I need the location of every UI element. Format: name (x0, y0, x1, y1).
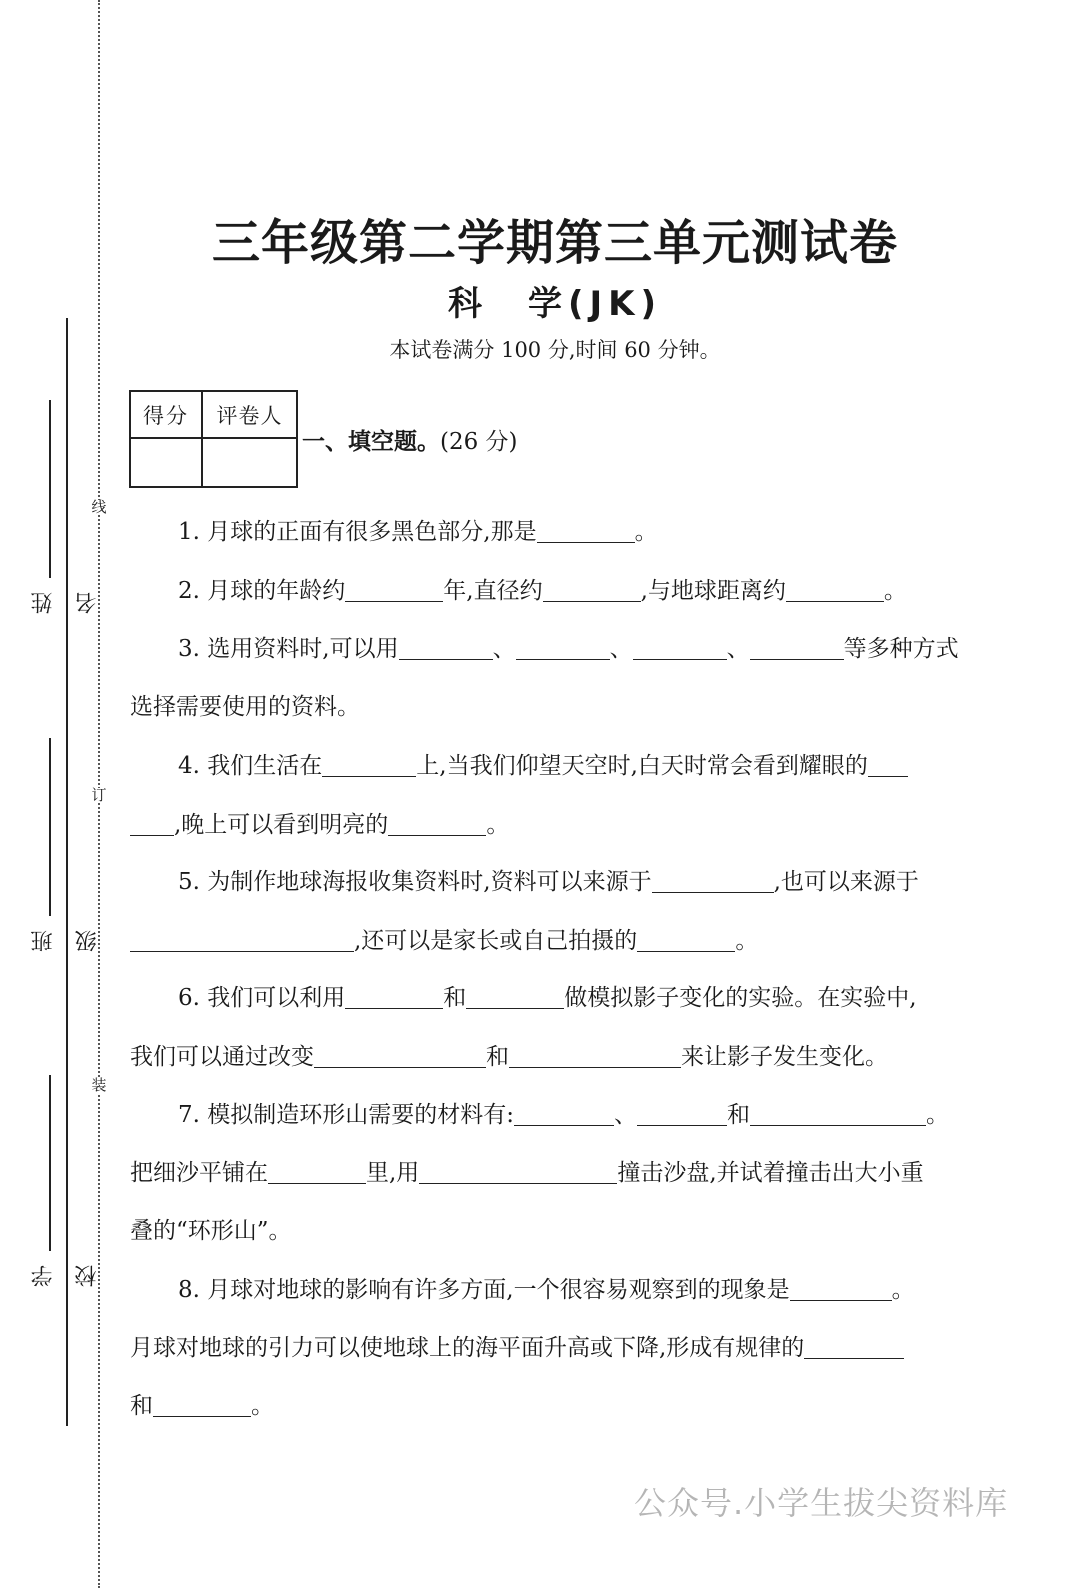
q7-text-5: 里,用 (366, 1160, 420, 1186)
q6-blank-2[interactable] (466, 980, 564, 1009)
q7-blank-5[interactable] (419, 1155, 617, 1184)
q4-blank-2b[interactable] (130, 807, 174, 836)
class-field[interactable] (22, 738, 100, 963)
q7-text-2: 和 (727, 1102, 751, 1128)
q2-text: 2. 月球的年龄约 (178, 578, 346, 604)
q5-blank-2[interactable] (130, 923, 354, 952)
q6-text: 6. 我们可以利用 (178, 985, 346, 1011)
question-8-cont (130, 1319, 985, 1377)
section-label: 一、填空题。 (302, 429, 440, 455)
question-2 (178, 562, 985, 620)
q6-blank-4[interactable] (509, 1039, 681, 1068)
q7-text-3: 。 (926, 1102, 950, 1128)
q2-text-end: 。 (883, 578, 907, 604)
q1-blank-1[interactable] (537, 514, 635, 543)
q7-blank-4[interactable] (268, 1155, 366, 1184)
q6-blank-1[interactable] (345, 980, 443, 1009)
q6-text-4: 我们可以通过改变 (130, 1044, 314, 1070)
q6-text-end: 来让影子发生变化。 (681, 1044, 888, 1070)
q7-text-4: 把细沙平铺在 (130, 1160, 268, 1186)
subject-title: 科 学(JK) (447, 284, 663, 324)
score-box-row-divider (131, 437, 296, 439)
q5-text-2: ,也可以来源于 (773, 869, 919, 895)
q8-blank-1[interactable] (790, 1272, 892, 1301)
question-8-cont-2 (130, 1377, 985, 1435)
question-8 (178, 1261, 985, 1319)
q8-text-3: 月球对地球的引力可以使地球上的海平面升高或下降,形成有规律的 (130, 1335, 805, 1361)
q4-blank-2a[interactable] (868, 748, 908, 777)
q8-text: 8. 月球对地球的影响有许多方面,一个很容易观察到的现象是 (178, 1277, 790, 1303)
q4-text-2: 上,当我们仰望天空时,白天时常会看到耀眼的 (416, 753, 868, 779)
q5-text: 5. 为制作地球海报收集资料时,资料可以来源于 (178, 869, 652, 895)
q1-text: 1. 月球的正面有很多黑色部分,那是 (178, 519, 537, 545)
name-label: 姓名 (31, 590, 100, 615)
q1-text-end: 。 (634, 519, 658, 545)
q6-blank-3[interactable] (314, 1039, 486, 1068)
question-7-cont-2 (130, 1202, 985, 1260)
q4-text-end: 。 (486, 812, 510, 838)
watermark: 公众号.小学生拔尖资料库 (634, 1484, 1009, 1522)
q5-blank-1[interactable] (652, 864, 774, 893)
q2-blank-2[interactable] (543, 573, 641, 602)
class-label: 班级 (31, 928, 100, 953)
binding-mark-zhuang: 装 (88, 1078, 110, 1093)
binding-mark-ding: 订 (88, 788, 110, 803)
question-3 (178, 620, 985, 678)
q7-blank-1[interactable] (514, 1097, 614, 1126)
binding-mark-line: 线 (88, 500, 110, 515)
question-5-cont (130, 912, 985, 970)
q3-sep-1: 、 (492, 636, 516, 662)
school-field[interactable] (22, 1075, 100, 1297)
q2-blank-1[interactable] (345, 573, 443, 602)
q7-text: 7. 模拟制造环形山需要的材料有: (178, 1102, 515, 1128)
name-field-line (49, 400, 51, 578)
q7-sep-1: 、 (614, 1102, 638, 1128)
q3-blank-3[interactable] (633, 631, 727, 660)
school-field-line (49, 1075, 51, 1251)
q3-text: 3. 选用资料时,可以用 (178, 636, 399, 662)
q3-blank-4[interactable] (750, 631, 844, 660)
q4-text: 4. 我们生活在 (178, 753, 323, 779)
q8-blank-2[interactable] (804, 1330, 904, 1359)
question-6-cont (130, 1028, 985, 1086)
q3-blank-2[interactable] (516, 631, 610, 660)
score-header: 得分 (143, 404, 189, 428)
q7-blank-2[interactable] (637, 1097, 727, 1126)
q2-text-2: 年,直径约 (443, 578, 543, 604)
q6-text-2: 和 (443, 985, 467, 1011)
question-7 (178, 1086, 985, 1144)
question-6 (178, 969, 985, 1027)
q5-text-end: 。 (735, 928, 759, 954)
section-heading (302, 423, 518, 456)
q6-text-3: 做模拟影子变化的实验。在实验中, (564, 985, 917, 1011)
exam-note: 本试卷满分 100 分,时间 60 分钟。 (389, 338, 721, 362)
question-1 (178, 503, 985, 561)
q5-text-3: ,还可以是家长或自己拍摄的 (354, 928, 638, 954)
question-4 (178, 737, 985, 795)
q3-text-end: 选择需要使用的资料。 (130, 694, 360, 720)
q3-sep-2: 、 (609, 636, 633, 662)
school-label: 学校 (31, 1263, 100, 1287)
q8-text-4: 和 (130, 1393, 153, 1419)
question-5 (178, 853, 985, 911)
class-field-line (49, 738, 51, 916)
question-7-cont (130, 1144, 985, 1202)
name-field[interactable] (22, 400, 100, 625)
section-points: (26 分) (440, 429, 518, 455)
score-box (129, 390, 298, 488)
page-title: 三年级第二学期第三单元测试卷 (211, 215, 898, 271)
question-4-cont (130, 796, 985, 854)
q3-blank-1[interactable] (399, 631, 493, 660)
q7-text-6: 撞击沙盘,并试着撞击出大小重 (617, 1160, 924, 1186)
question-3-cont (130, 678, 985, 736)
grader-header: 评卷人 (216, 404, 283, 428)
q8-text-end: 。 (251, 1393, 274, 1419)
q8-blank-3[interactable] (153, 1388, 251, 1417)
q4-blank-1[interactable] (322, 748, 416, 777)
q4-text-3: ,晚上可以看到明亮的 (174, 812, 389, 838)
q2-blank-3[interactable] (786, 573, 884, 602)
q6-text-5: 和 (486, 1044, 509, 1070)
q3-sep-3: 、 (726, 636, 750, 662)
q2-text-3: ,与地球距离约 (640, 578, 786, 604)
margin-solid-line (66, 318, 68, 1426)
q3-text-2: 等多种方式 (843, 636, 959, 662)
q7-text-end: 叠的“环形山”。 (130, 1218, 292, 1244)
q8-text-2: 。 (891, 1277, 915, 1303)
q7-blank-3[interactable] (750, 1097, 926, 1126)
q5-blank-3[interactable] (637, 923, 735, 952)
q4-blank-3[interactable] (388, 807, 486, 836)
